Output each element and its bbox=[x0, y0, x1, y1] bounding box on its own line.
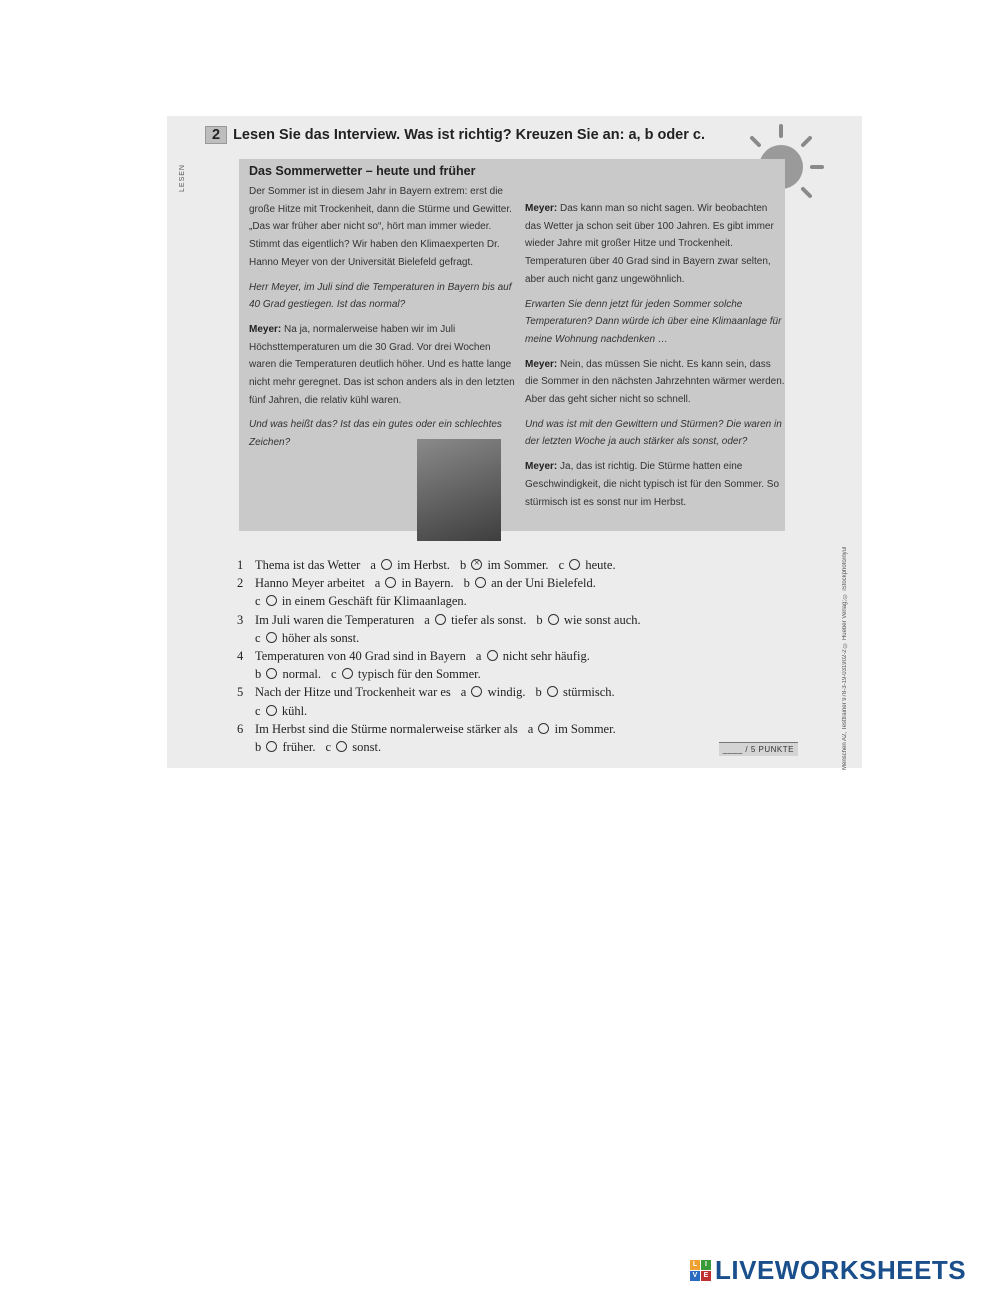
question-row bbox=[237, 556, 797, 574]
logo-letter: L bbox=[690, 1260, 700, 1270]
option-letter: b bbox=[535, 685, 542, 700]
option-letter: c bbox=[558, 558, 565, 572]
answer-option[interactable] bbox=[460, 558, 549, 572]
question-row bbox=[237, 702, 797, 720]
speaker-label: Meyer: bbox=[525, 358, 558, 370]
option-text: in einem Geschäft für Klimaanlagen. bbox=[281, 594, 467, 609]
option-letter: b bbox=[255, 667, 262, 682]
liveworksheets-logo bbox=[690, 1255, 966, 1286]
radio-circle-icon[interactable] bbox=[538, 723, 549, 734]
option-text: an der Uni Bielefeld. bbox=[491, 576, 596, 591]
interview-question: Erwarten Sie denn jetzt für jeden Sommer solche Temperaturen? Dann würde ich über eine Klimaanlage für meine Wohnung nachdenken … bbox=[525, 298, 782, 345]
logo-grid-icon bbox=[690, 1260, 711, 1281]
radio-circle-icon[interactable] bbox=[266, 595, 277, 606]
option-text: tiefer als sonst. bbox=[451, 612, 527, 627]
radio-circle-icon[interactable] bbox=[471, 686, 482, 697]
question-row bbox=[237, 647, 797, 665]
interview-answer bbox=[525, 356, 785, 409]
copyright-credit: Menschen A2, Testtrainer 978-3-19-031902-2 © Hueber Verlag; © iStockphoto/nyul bbox=[842, 546, 848, 770]
question-stem: Im Juli waren die Temperaturen bbox=[255, 612, 415, 627]
answer-option[interactable] bbox=[325, 740, 381, 754]
option-letter: a bbox=[527, 721, 534, 736]
answer-option[interactable] bbox=[255, 667, 321, 681]
radio-circle-icon[interactable] bbox=[547, 686, 558, 697]
option-letter: b bbox=[463, 576, 470, 591]
question-row bbox=[237, 683, 797, 701]
option-text: in Bayern. bbox=[401, 576, 454, 591]
brand-name: LIVEWORKSHEETS bbox=[715, 1255, 967, 1285]
option-text: wie sonst auch. bbox=[563, 612, 641, 627]
answer-option[interactable] bbox=[255, 704, 307, 718]
article-title: Das Sommerwetter – heute und früher bbox=[249, 164, 476, 178]
answer-option[interactable] bbox=[476, 649, 590, 663]
option-text: sonst. bbox=[352, 740, 382, 755]
question-stem: Im Herbst sind die Stürme normalerweise stärker als bbox=[255, 721, 518, 736]
question-number: 5 bbox=[237, 685, 244, 700]
option-letter: b bbox=[255, 740, 262, 755]
interview-box bbox=[239, 159, 785, 531]
question-row bbox=[237, 574, 797, 592]
answer-option[interactable] bbox=[255, 631, 359, 645]
option-letter: c bbox=[325, 740, 332, 755]
radio-circle-icon[interactable] bbox=[266, 741, 277, 752]
option-text: im Sommer. bbox=[554, 721, 616, 736]
option-text: früher. bbox=[282, 740, 316, 755]
radio-circle-icon[interactable] bbox=[342, 668, 353, 679]
answer-option[interactable] bbox=[331, 667, 481, 681]
interview-question: Und was ist mit den Gewittern und Stürmen? Die waren in der letzten Woche ja auch stärker als sonst, oder? bbox=[525, 418, 782, 448]
answer-option[interactable] bbox=[370, 558, 450, 572]
question-list bbox=[237, 556, 797, 756]
interview-answer bbox=[525, 200, 785, 289]
option-text: heute. bbox=[585, 558, 616, 572]
option-text: kühl. bbox=[281, 703, 308, 718]
radio-circle-icon[interactable] bbox=[336, 741, 347, 752]
radio-circle-icon[interactable] bbox=[435, 614, 446, 625]
option-text: höher als sonst. bbox=[281, 630, 360, 645]
option-text: nicht sehr häufig. bbox=[502, 649, 590, 664]
question-number: 1 bbox=[237, 558, 244, 572]
option-text: stürmisch. bbox=[562, 685, 615, 700]
radio-circle-icon[interactable] bbox=[381, 559, 392, 570]
question-row bbox=[237, 611, 797, 629]
article-left-column bbox=[249, 183, 517, 459]
radio-circle-icon[interactable] bbox=[569, 559, 580, 570]
exercise-heading bbox=[205, 126, 705, 144]
answer-option[interactable] bbox=[424, 613, 526, 627]
speaker-label: Meyer: bbox=[249, 323, 282, 335]
option-letter: b bbox=[459, 558, 467, 572]
question-stem: Nach der Hitze und Trockenheit war es bbox=[255, 685, 451, 700]
option-text: typisch für den Sommer. bbox=[357, 667, 481, 682]
option-letter: a bbox=[475, 649, 482, 664]
question-stem: Temperaturen von 40 Grad sind in Bayern bbox=[255, 649, 466, 664]
question-row bbox=[237, 738, 797, 756]
option-letter: c bbox=[255, 594, 261, 609]
answer-option[interactable] bbox=[255, 594, 467, 608]
option-letter: a bbox=[370, 558, 376, 572]
exercise-instruction: Lesen Sie das Interview. Was ist richtig? Kreuzen Sie an: a, b oder c. bbox=[233, 127, 706, 143]
answer-option[interactable] bbox=[464, 576, 596, 590]
question-number: 6 bbox=[237, 721, 244, 736]
portrait-photo bbox=[417, 439, 501, 541]
question-row bbox=[237, 629, 797, 647]
answer-option[interactable] bbox=[528, 722, 616, 736]
radio-circle-icon[interactable] bbox=[548, 614, 559, 625]
answer-option[interactable] bbox=[461, 685, 526, 699]
answer-option[interactable] bbox=[535, 685, 614, 699]
interview-question: Herr Meyer, im Juli sind die Temperaturen in Bayern bis auf 40 Grad gestiegen. Ist das normal? bbox=[249, 281, 512, 311]
article-right-column bbox=[525, 200, 785, 518]
question-stem: Thema ist das Wetter bbox=[255, 558, 361, 572]
radio-circle-icon[interactable] bbox=[385, 577, 396, 588]
interview-question: Und was heißt das? Ist das ein gutes oder ein schlechtes Zeichen? bbox=[249, 419, 502, 449]
section-tab: LESEN bbox=[179, 164, 186, 192]
question-row bbox=[237, 665, 797, 683]
answer-option[interactable] bbox=[255, 740, 315, 754]
radio-circle-icon[interactable] bbox=[266, 705, 277, 716]
option-letter: b bbox=[536, 612, 543, 627]
answer-text: Das kann man so nicht sagen. Wir beobachten das Wetter ja schon seit über 100 Jahren. Es gibt immer wieder Jahre mit großer Hitze und Trockenheit. Temperaturen über 40 Grad sind in Bayern zwar selten, aber auch nicht ganz ungewöhnlich. bbox=[525, 203, 774, 285]
radio-circle-icon[interactable] bbox=[475, 577, 486, 588]
option-letter: a bbox=[374, 576, 381, 591]
question-number: 4 bbox=[237, 649, 244, 664]
logo-letter: I bbox=[701, 1260, 711, 1270]
question-number: 3 bbox=[237, 612, 244, 627]
answer-text: Na ja, normalerweise haben wir im Juli Höchsttemperaturen um die 30 Grad. Vor drei Wochen waren die Temperaturen deutlich höher. Und es hatte lange nicht mehr geregnet. Das ist schon anders als in den letzten fünf Jahren, die relativ kühl waren. bbox=[249, 323, 515, 406]
question-stem: Hanno Meyer arbeitet bbox=[255, 576, 365, 591]
answer-option[interactable] bbox=[559, 558, 616, 572]
answer-option[interactable] bbox=[375, 576, 454, 590]
option-letter: a bbox=[424, 612, 430, 627]
radio-circle-icon[interactable] bbox=[266, 668, 277, 679]
intro-text: Der Sommer ist in diesem Jahr in Bayern extrem: erst die große Hitze mit Trockenheit, dann die Stürme und Gewitter. „Das war früher aber nicht so“, hört man immer wieder. Stimmt das eigentlich? Wir haben den Klimaexperten Dr. Hanno Meyer von der Universität Bielefeld gefragt. bbox=[249, 186, 512, 268]
checked-radio-icon[interactable] bbox=[471, 559, 482, 570]
answer-text: Nein, das müssen Sie nicht. Es kann sein, dass die Sommer in den nächsten Jahrzehnten wärmer werden. Aber das geht sicher nicht so schnell. bbox=[525, 358, 785, 406]
question-number: 2 bbox=[237, 576, 244, 591]
option-text: windig. bbox=[487, 685, 526, 700]
radio-circle-icon[interactable] bbox=[487, 650, 498, 661]
interview-answer bbox=[249, 321, 517, 410]
speaker-label: Meyer: bbox=[525, 461, 558, 473]
option-letter: c bbox=[255, 703, 261, 718]
option-text: im Sommer. bbox=[487, 558, 549, 572]
logo-letter: V bbox=[690, 1271, 700, 1281]
exercise-number: 2 bbox=[205, 126, 227, 144]
question-row bbox=[237, 720, 797, 738]
question-row bbox=[237, 592, 797, 610]
speaker-label: Meyer: bbox=[525, 203, 558, 214]
interview-answer bbox=[525, 458, 785, 511]
option-text: im Herbst. bbox=[397, 558, 450, 572]
answer-option[interactable] bbox=[536, 613, 640, 627]
answer-text: Ja, das ist richtig. Die Stürme hatten eine Geschwindigkeit, die nicht typisch ist für den Sommer. So stürmisch ist es sonst nur im Herbst. bbox=[525, 461, 780, 508]
option-text: normal. bbox=[282, 667, 322, 682]
points-label: ____ / 5 PUNKTE bbox=[719, 742, 798, 756]
option-letter: c bbox=[331, 667, 337, 682]
scanned-page bbox=[167, 116, 862, 768]
option-letter: c bbox=[255, 630, 261, 645]
option-letter: a bbox=[460, 685, 467, 700]
radio-circle-icon[interactable] bbox=[266, 632, 277, 643]
logo-letter: E bbox=[701, 1271, 711, 1281]
